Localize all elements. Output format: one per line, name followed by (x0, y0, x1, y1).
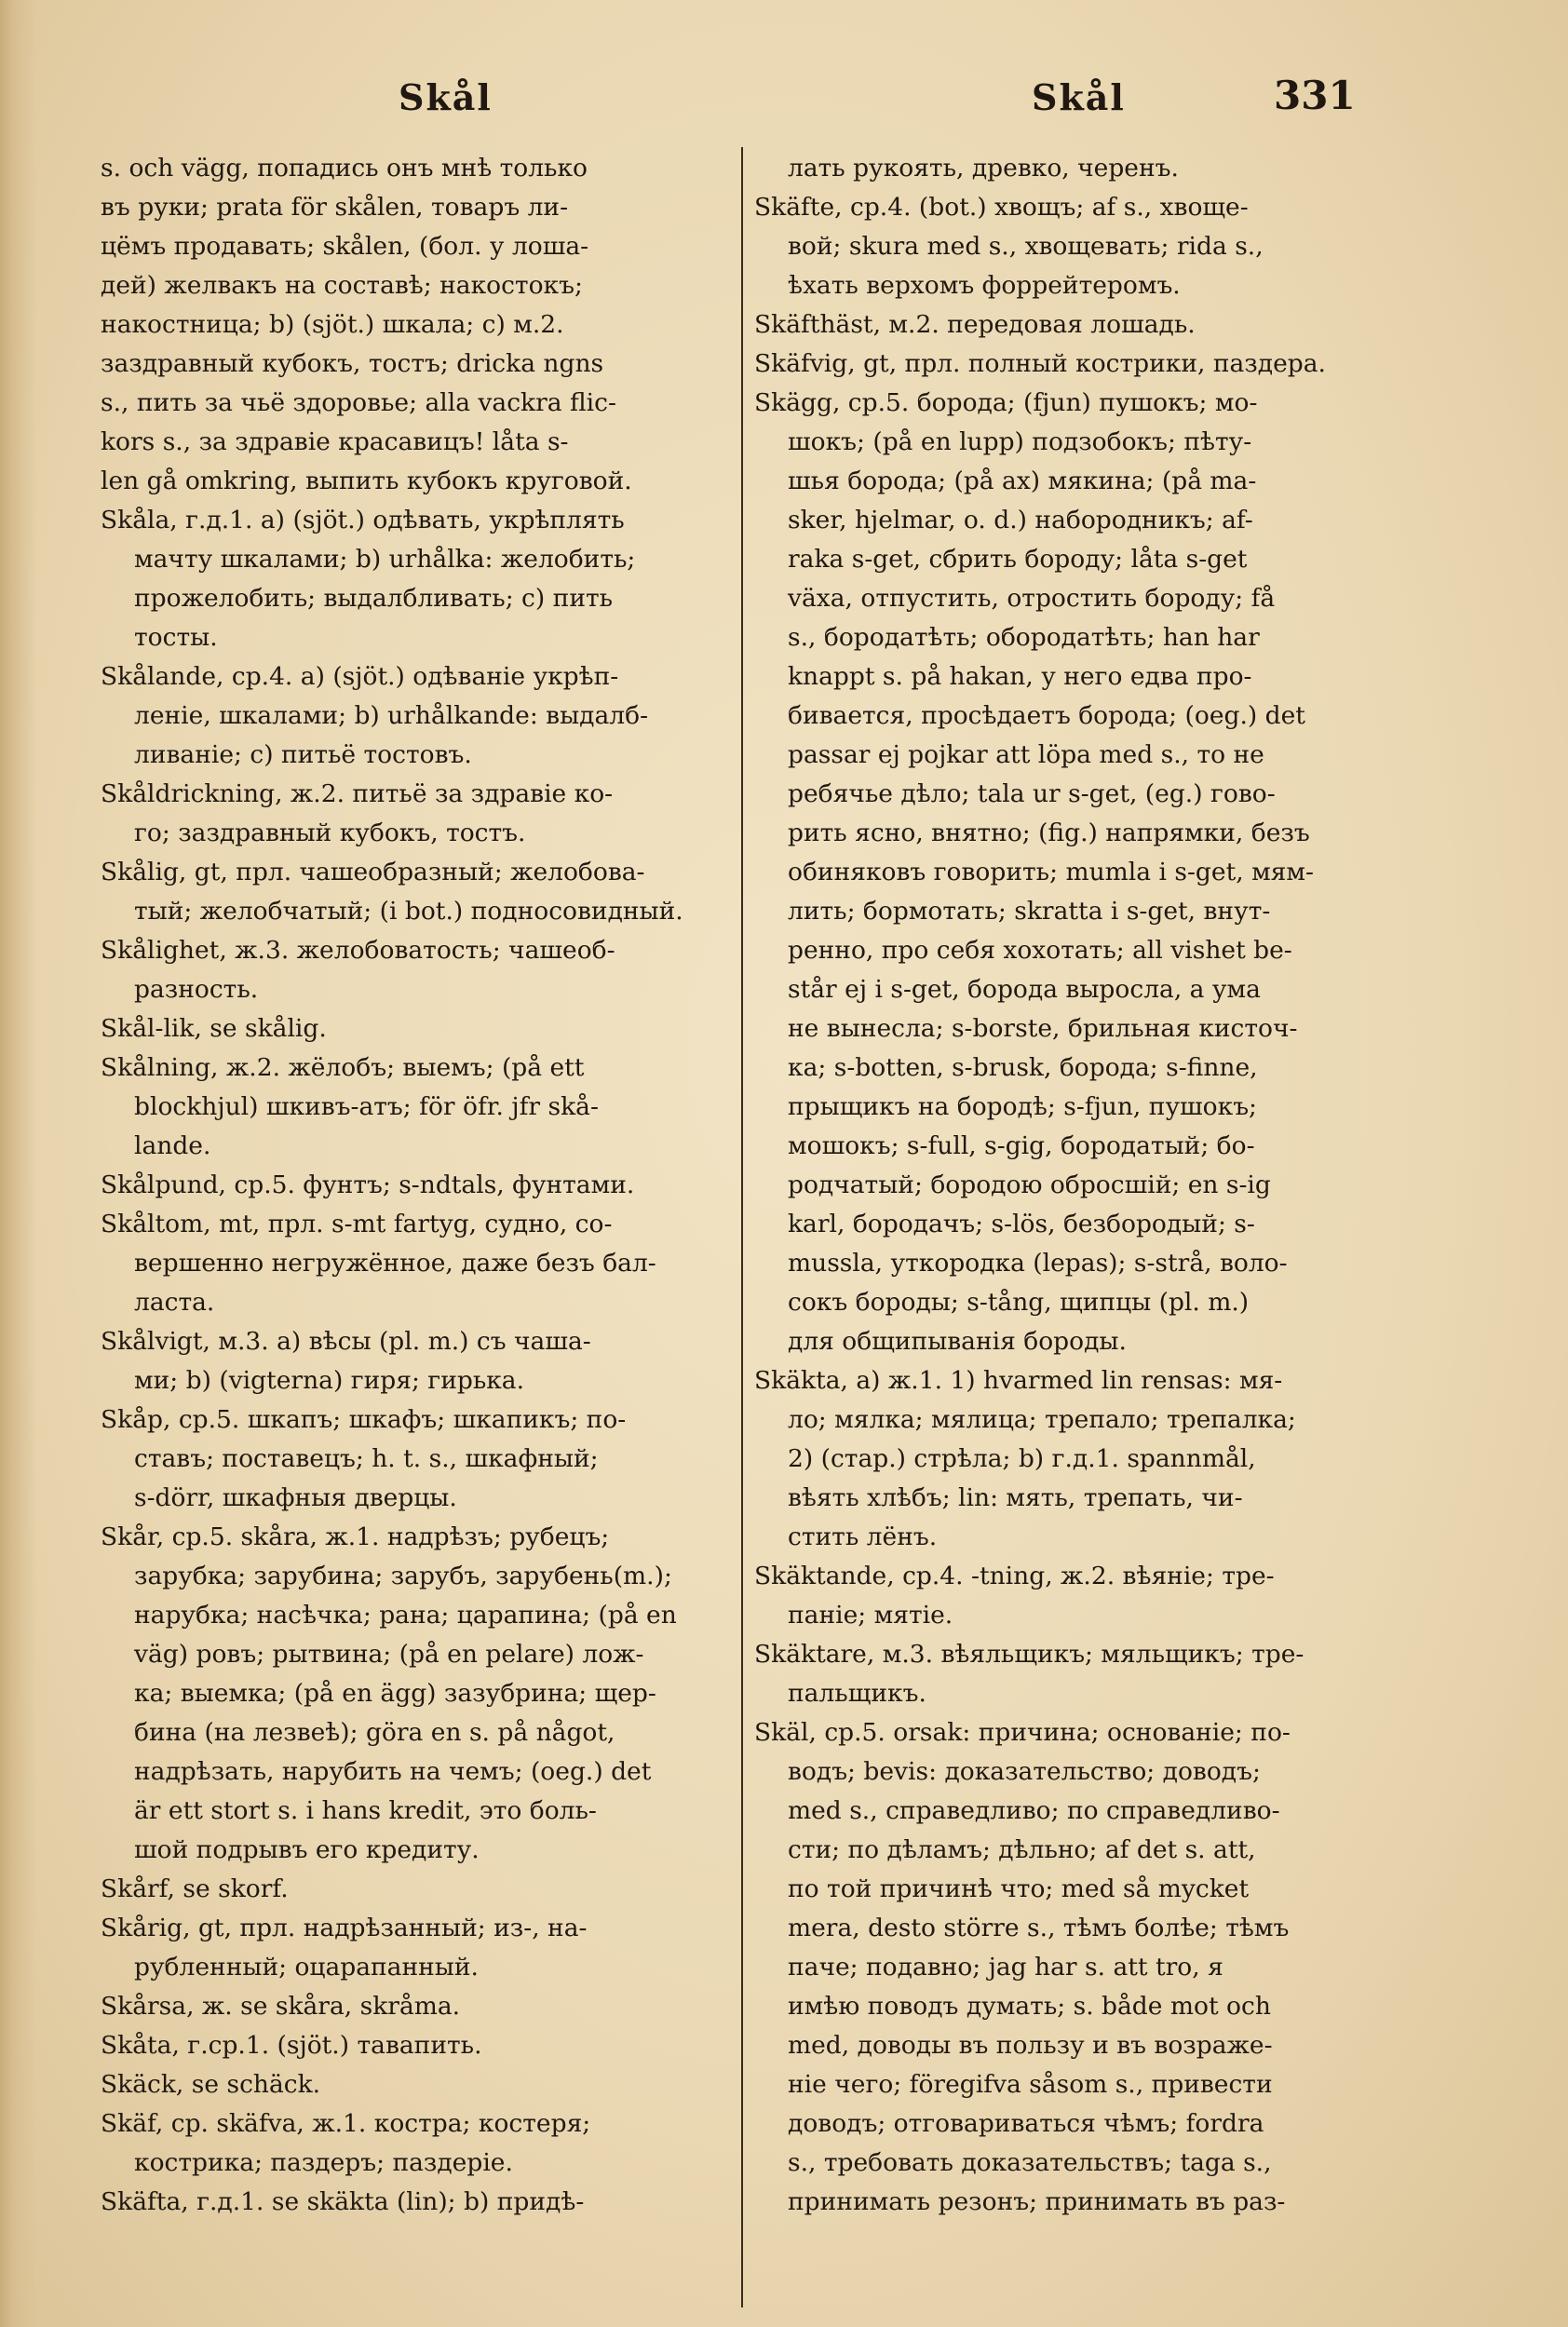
dictionary-line: тосты. (134, 623, 218, 652)
dictionary-line: s. och vägg, попадись онъ мнѣ только (101, 154, 588, 183)
dictionary-line: шокъ; (på en lupp) подзобокъ; пѣту- (788, 427, 1252, 456)
dictionary-line: рить ясно, внятно; (fig.) напрямки, безъ (788, 819, 1310, 847)
dictionary-line: бина (на лезвеѣ); göra en s. på något, (134, 1718, 615, 1747)
dictionary-line: Skårf, se skorf. (101, 1874, 289, 1903)
dictionary-line: шья борода; (på ax) мякина; (på ma- (788, 467, 1257, 495)
dictionary-line: ка; s-botten, s-brusk, борода; s-finne, (788, 1053, 1258, 1082)
dictionary-line: го; заздравный кубокъ, тостъ. (134, 819, 526, 847)
dictionary-line: Skägg, ср.5. борода; (fjun) пушокъ; мо- (754, 388, 1258, 417)
page-number: 331 (1274, 73, 1356, 118)
dictionary-line: родчатый; бородою обросшій; en s-ig (788, 1170, 1271, 1199)
dictionary-line: вой; skura med s., хвощевать; rida s., (788, 232, 1264, 261)
dictionary-line: по той причинѣ что; med så mycket (788, 1874, 1250, 1903)
dictionary-line: разность. (134, 975, 259, 1004)
dictionary-line: med, доводы въ пользу и въ возраже- (788, 2031, 1273, 2060)
dictionary-line: Skäkta, a) ж.1. 1) hvarmed lin rensas: мя- (754, 1366, 1283, 1395)
dictionary-line: ливаніе; c) питьё тостовъ. (134, 740, 472, 769)
dictionary-line: med s., справедливо; по справедливо- (788, 1796, 1280, 1825)
dictionary-line: Skäktare, м.3. вѣяльщикъ; мяльщикъ; тре- (754, 1640, 1304, 1669)
dictionary-line: Skäck, se schäck. (101, 2070, 321, 2099)
dictionary-line: сокъ бороды; s-tång, щипцы (pl. m.) (788, 1288, 1250, 1317)
dictionary-line: ренно, про себя хохотать; all vishet be- (788, 936, 1292, 965)
dictionary-line: 2) (стар.) стрѣла; b) г.д.1. spannmål, (788, 1444, 1256, 1473)
dictionary-line: ребячье дѣло; tala ur s-get, (eg.) гово- (788, 779, 1276, 808)
dictionary-line: Skålighet, ж.3. желобоватость; чашеоб- (101, 936, 615, 965)
dictionary-line: Skåp, ср.5. шкапъ; шкафъ; шкапикъ; по- (101, 1405, 627, 1434)
dictionary-line: ласта. (134, 1288, 215, 1317)
dictionary-line: тый; желобчатый; (i bot.) подносовидный. (134, 897, 683, 926)
column-divider (741, 147, 743, 2307)
dictionary-line: mera, desto större s., тѣмъ болѣе; тѣмъ (788, 1914, 1290, 1942)
dictionary-line: Skäl, ср.5. orsak: причина; основаніе; по- (754, 1718, 1291, 1747)
dictionary-line: ставъ; поставецъ; h. t. s., шкафный; (134, 1444, 599, 1473)
dictionary-line: прыщикъ на бородѣ; s-fjun, пушокъ; (788, 1092, 1257, 1121)
dictionary-line: Skårsa, ж. se skåra, skråma. (101, 1992, 461, 2021)
dictionary-line: kors s., за здравіе красавицъ! låta s- (101, 427, 569, 456)
dictionary-line: ка; выемка; (på en ägg) зазубрина; щер- (134, 1679, 656, 1708)
dictionary-line: s., бородатѣть; обородатѣть; han har (788, 623, 1260, 652)
dictionary-line: väg) ровъ; рытвина; (på en pelare) лож- (134, 1640, 644, 1669)
dictionary-line: Skåla, г.д.1. a) (sjöt.) одѣвать, укрѣплять (101, 506, 625, 534)
dictionary-line: леніе, шкалами; b) urhålkande: выдалб- (134, 701, 649, 730)
dictionary-line: для общипыванія бороды. (788, 1327, 1127, 1356)
dictionary-line: raka s-get, сбрить бороду; låta s-get (788, 545, 1248, 574)
dictionary-line: сти; по дѣламъ; дѣльно; af det s. att, (788, 1835, 1256, 1864)
dictionary-line: надрѣзать, нарубить на чемъ; (oeg.) det (134, 1757, 652, 1786)
dictionary-line: ѣхать верхомъ форрейтеромъ. (788, 271, 1181, 300)
dictionary-line: лить; бормотать; skratta i s-get, внут- (788, 897, 1271, 926)
dictionary-line: вершенно негружённое, даже безъ бал- (134, 1249, 656, 1278)
dictionary-line: Skår, ср.5. skåra, ж.1. надрѣзъ; рубецъ; (101, 1522, 610, 1551)
dictionary-line: бивается, просѣдаетъ борода; (oeg.) det (788, 701, 1305, 730)
dictionary-line: паче; подавно; jag har s. att tro, я (788, 1953, 1223, 1982)
dictionary-line: Skålpund, ср.5. фунтъ; s-ndtals, фунтами. (101, 1170, 635, 1199)
dictionary-line: Skäf, ср. skäfva, ж.1. костра; костеря; (101, 2109, 591, 2138)
dictionary-line: въ руки; prata för skålen, товаръ ли- (101, 193, 569, 222)
page-gutter-shadow (0, 0, 37, 2327)
dictionary-line: паніе; мятіе. (788, 1601, 953, 1630)
dictionary-line: blockhjul) шкивъ-атъ; för öfr. jfr skå- (134, 1092, 599, 1121)
dictionary-line: ло; мялка; мялица; трепало; трепалка; (788, 1405, 1296, 1434)
dictionary-line: накостница; b) (sjöt.) шкала; c) м.2. (101, 310, 564, 339)
dictionary-line: passar ej pojkar att löpa med s., то не (788, 740, 1264, 769)
dictionary-line: заздравный кубокъ, тостъ; dricka ngns (101, 349, 604, 378)
dictionary-line: цёмъ продавать; skålen, (бол. у лоша- (101, 232, 589, 261)
dictionary-line: ми; b) (vigterna) гиря; гирька. (134, 1366, 525, 1395)
dictionary-line: Skålande, ср.4. a) (sjöt.) одѣваніе укрѣп- (101, 662, 619, 691)
dictionary-line: Skäfta, г.д.1. se skäkta (lin); b) придѣ- (101, 2187, 585, 2216)
dictionary-line: sker, hjelmar, o. d.) набородникъ; af- (788, 506, 1253, 534)
dictionary-line: Skäfthäst, м.2. передовая лошадь. (754, 310, 1196, 339)
dictionary-line: len gå omkring, выпить кубокъ круговой. (101, 467, 632, 495)
dictionary-line: är ett stort s. i hans kredit, это боль- (134, 1796, 597, 1825)
dictionary-line: мошокъ; s-full, s-gig, бородатый; бо- (788, 1131, 1255, 1160)
dictionary-line: s., пить за чьё здоровье; alla vackra flic- (101, 388, 616, 417)
dictionary-line: рубленный; оцарапанный. (134, 1953, 479, 1982)
dictionary-line: мачту шкалами; b) urhålka: желобить; (134, 545, 636, 574)
dictionary-line: прожелобить; выдалбливать; c) пить (134, 584, 614, 613)
dictionary-line: ніе чего; föregifva såsom s., привести (788, 2070, 1273, 2099)
dictionary-line: нарубка; насѣчка; рана; царапина; (på en (134, 1601, 677, 1630)
dictionary-line: не вынесла; s-borste, брильная кисточ- (788, 1014, 1298, 1043)
dictionary-line: Skålvigt, м.3. a) вѣсы (pl. m.) съ чаша- (101, 1327, 591, 1356)
dictionary-line: s-dörr, шкафныя дверцы. (134, 1483, 457, 1512)
dictionary-line: karl, бородачъ; s-lös, безбородый; s- (788, 1210, 1255, 1238)
dictionary-line: Skäktande, ср.4. -tning, ж.2. вѣяніе; тре- (754, 1562, 1275, 1590)
left-column (101, 149, 734, 2319)
dictionary-line: дей) желвакъ на составѣ; накостокъ; (101, 271, 583, 300)
dictionary-line: s., требовать доказательствъ; taga s., (788, 2148, 1272, 2177)
dictionary-line: лать рукоять, древко, черенъ. (788, 154, 1179, 183)
dictionary-line: вѣять хлѣбъ; lin: мять, трепать, чи- (788, 1483, 1243, 1512)
dictionary-line: Skålig, gt, прл. чашеобразный; желобова- (101, 858, 645, 886)
dictionary-line: Skåldrickning, ж.2. питьё за здравіе ко- (101, 779, 614, 808)
dictionary-line: водъ; bevis: доказательство; доводъ; (788, 1757, 1261, 1786)
dictionary-line: växa, отпустить, отростить бороду; få (788, 584, 1276, 613)
dictionary-line: Skål-lik, se skålig. (101, 1014, 327, 1043)
dictionary-line: står ej i s-get, борода выросла, а ума (788, 975, 1261, 1004)
dictionary-line: lande. (134, 1131, 211, 1160)
dictionary-line: Skåltom, mt, прл. s-mt fartyg, судно, со- (101, 1210, 613, 1238)
running-head-right: Skål (1032, 76, 1126, 118)
running-head-left: Skål (399, 76, 493, 118)
dictionary-line: обиняковъ говорить; mumla i s-get, мям- (788, 858, 1314, 886)
dictionary-line: стить лёнъ. (788, 1522, 938, 1551)
dictionary-line: имѣю поводъ думать; s. både mot och (788, 1992, 1271, 2021)
right-column (754, 149, 1384, 2319)
dictionary-line: пальщикъ. (788, 1679, 926, 1708)
dictionary-line: доводъ; отговариваться чѣмъ; fordra (788, 2109, 1264, 2138)
dictionary-line: шой подрывъ его кредиту. (134, 1835, 480, 1864)
dictionary-line: knappt s. på hakan, у него едва про- (788, 662, 1252, 691)
dictionary-line: Skåta, г.ср.1. (sjöt.) тавапить. (101, 2031, 482, 2060)
dictionary-line: Skäfvig, gt, прл. полный кострики, паздера. (754, 349, 1326, 378)
dictionary-line: зарубка; зарубина; зарубъ, зарубень(m.); (134, 1562, 672, 1590)
dictionary-line: кострика; паздеръ; паздеріе. (134, 2148, 513, 2177)
dictionary-line: принимать резонъ; принимать въ раз- (788, 2187, 1286, 2216)
dictionary-line: mussla, уткородка (lepas); s-strå, воло- (788, 1249, 1288, 1278)
dictionary-line: Skålning, ж.2. жёлобъ; выемъ; (på ett (101, 1053, 585, 1082)
dictionary-line: Skårig, gt, прл. надрѣзанный; из-, на- (101, 1914, 588, 1942)
dictionary-line: Skäfte, ср.4. (bot.) хвощъ; af s., хвоще- (754, 193, 1249, 222)
